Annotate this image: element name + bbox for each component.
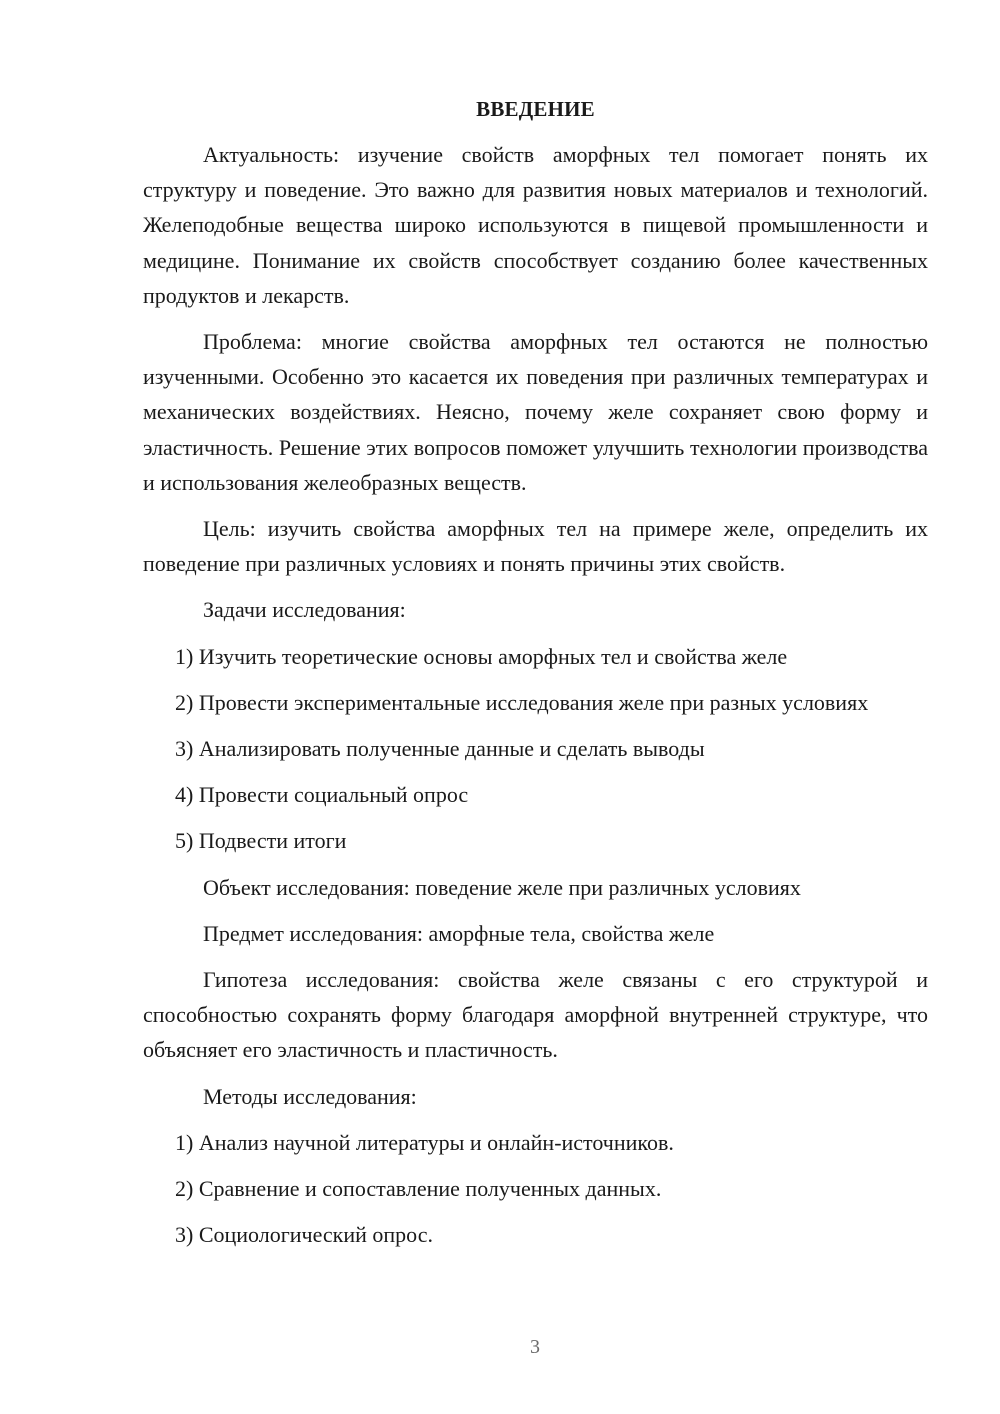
paragraph-hypothesis: Гипотеза исследования: свойства желе связаны с его структурой и способностью сохранять форму благодаря аморфной внутренней структуре, что объясняет его эластичность и пластичность. [143,967,928,1063]
paragraph-relevance: Актуальность: изучение свойств аморфных тел помогает понять их структуру и поведение. Это важно для развития новых материалов и технологий. Желеподобные вещества широко используются в пищевой промышленности и медицине. Понимание их свойств способствует созданию более качественных продуктов и лекарств. [143,142,928,308]
page-number: 3 [530,1336,540,1358]
task-item-3: 3) Анализировать полученные данные и сделать выводы [175,736,705,762]
tasks-heading: Задачи исследования: [203,597,406,623]
task-item-4: 4) Провести социальный опрос [175,782,469,808]
document-page [143,92,928,1252]
task-item-2: 2) Провести экспериментальные исследования желе при разных условиях [175,689,869,715]
paragraph-object: Объект исследования: поведение желе при различных условиях [203,874,801,900]
method-item-1: 1) Анализ научной литературы и онлайн-источников. [175,1129,674,1155]
method-item-3: 3) Социологический опрос. [175,1222,433,1248]
paragraph-subject: Предмет исследования: аморфные тела, свойства желе [203,920,715,946]
paragraph-goal: Цель: изучить свойства аморфных тел на примере желе, определить их поведение при различных условиях и понять причины этих свойств. [143,516,928,577]
paragraph-problem: Проблема: многие свойства аморфных тел остаются не полностью изученными. Особенно это касается их поведения при различных температурах и механических воздействиях. Неясно, почему желе сохраняет свою форму и эластичность. Решение этих вопросов поможет улучшить технологии производства и использования желеобразных веществ. [143,329,928,495]
section-title: ВВЕДЕНИЕ [476,97,595,121]
task-item-5: 5) Подвести итоги [175,828,347,854]
methods-heading: Методы исследования: [203,1083,417,1109]
method-item-2: 2) Сравнение и сопоставление полученных данных. [175,1176,662,1202]
task-item-1: 1) Изучить теоретические основы аморфных тел и свойства желе [175,643,788,669]
